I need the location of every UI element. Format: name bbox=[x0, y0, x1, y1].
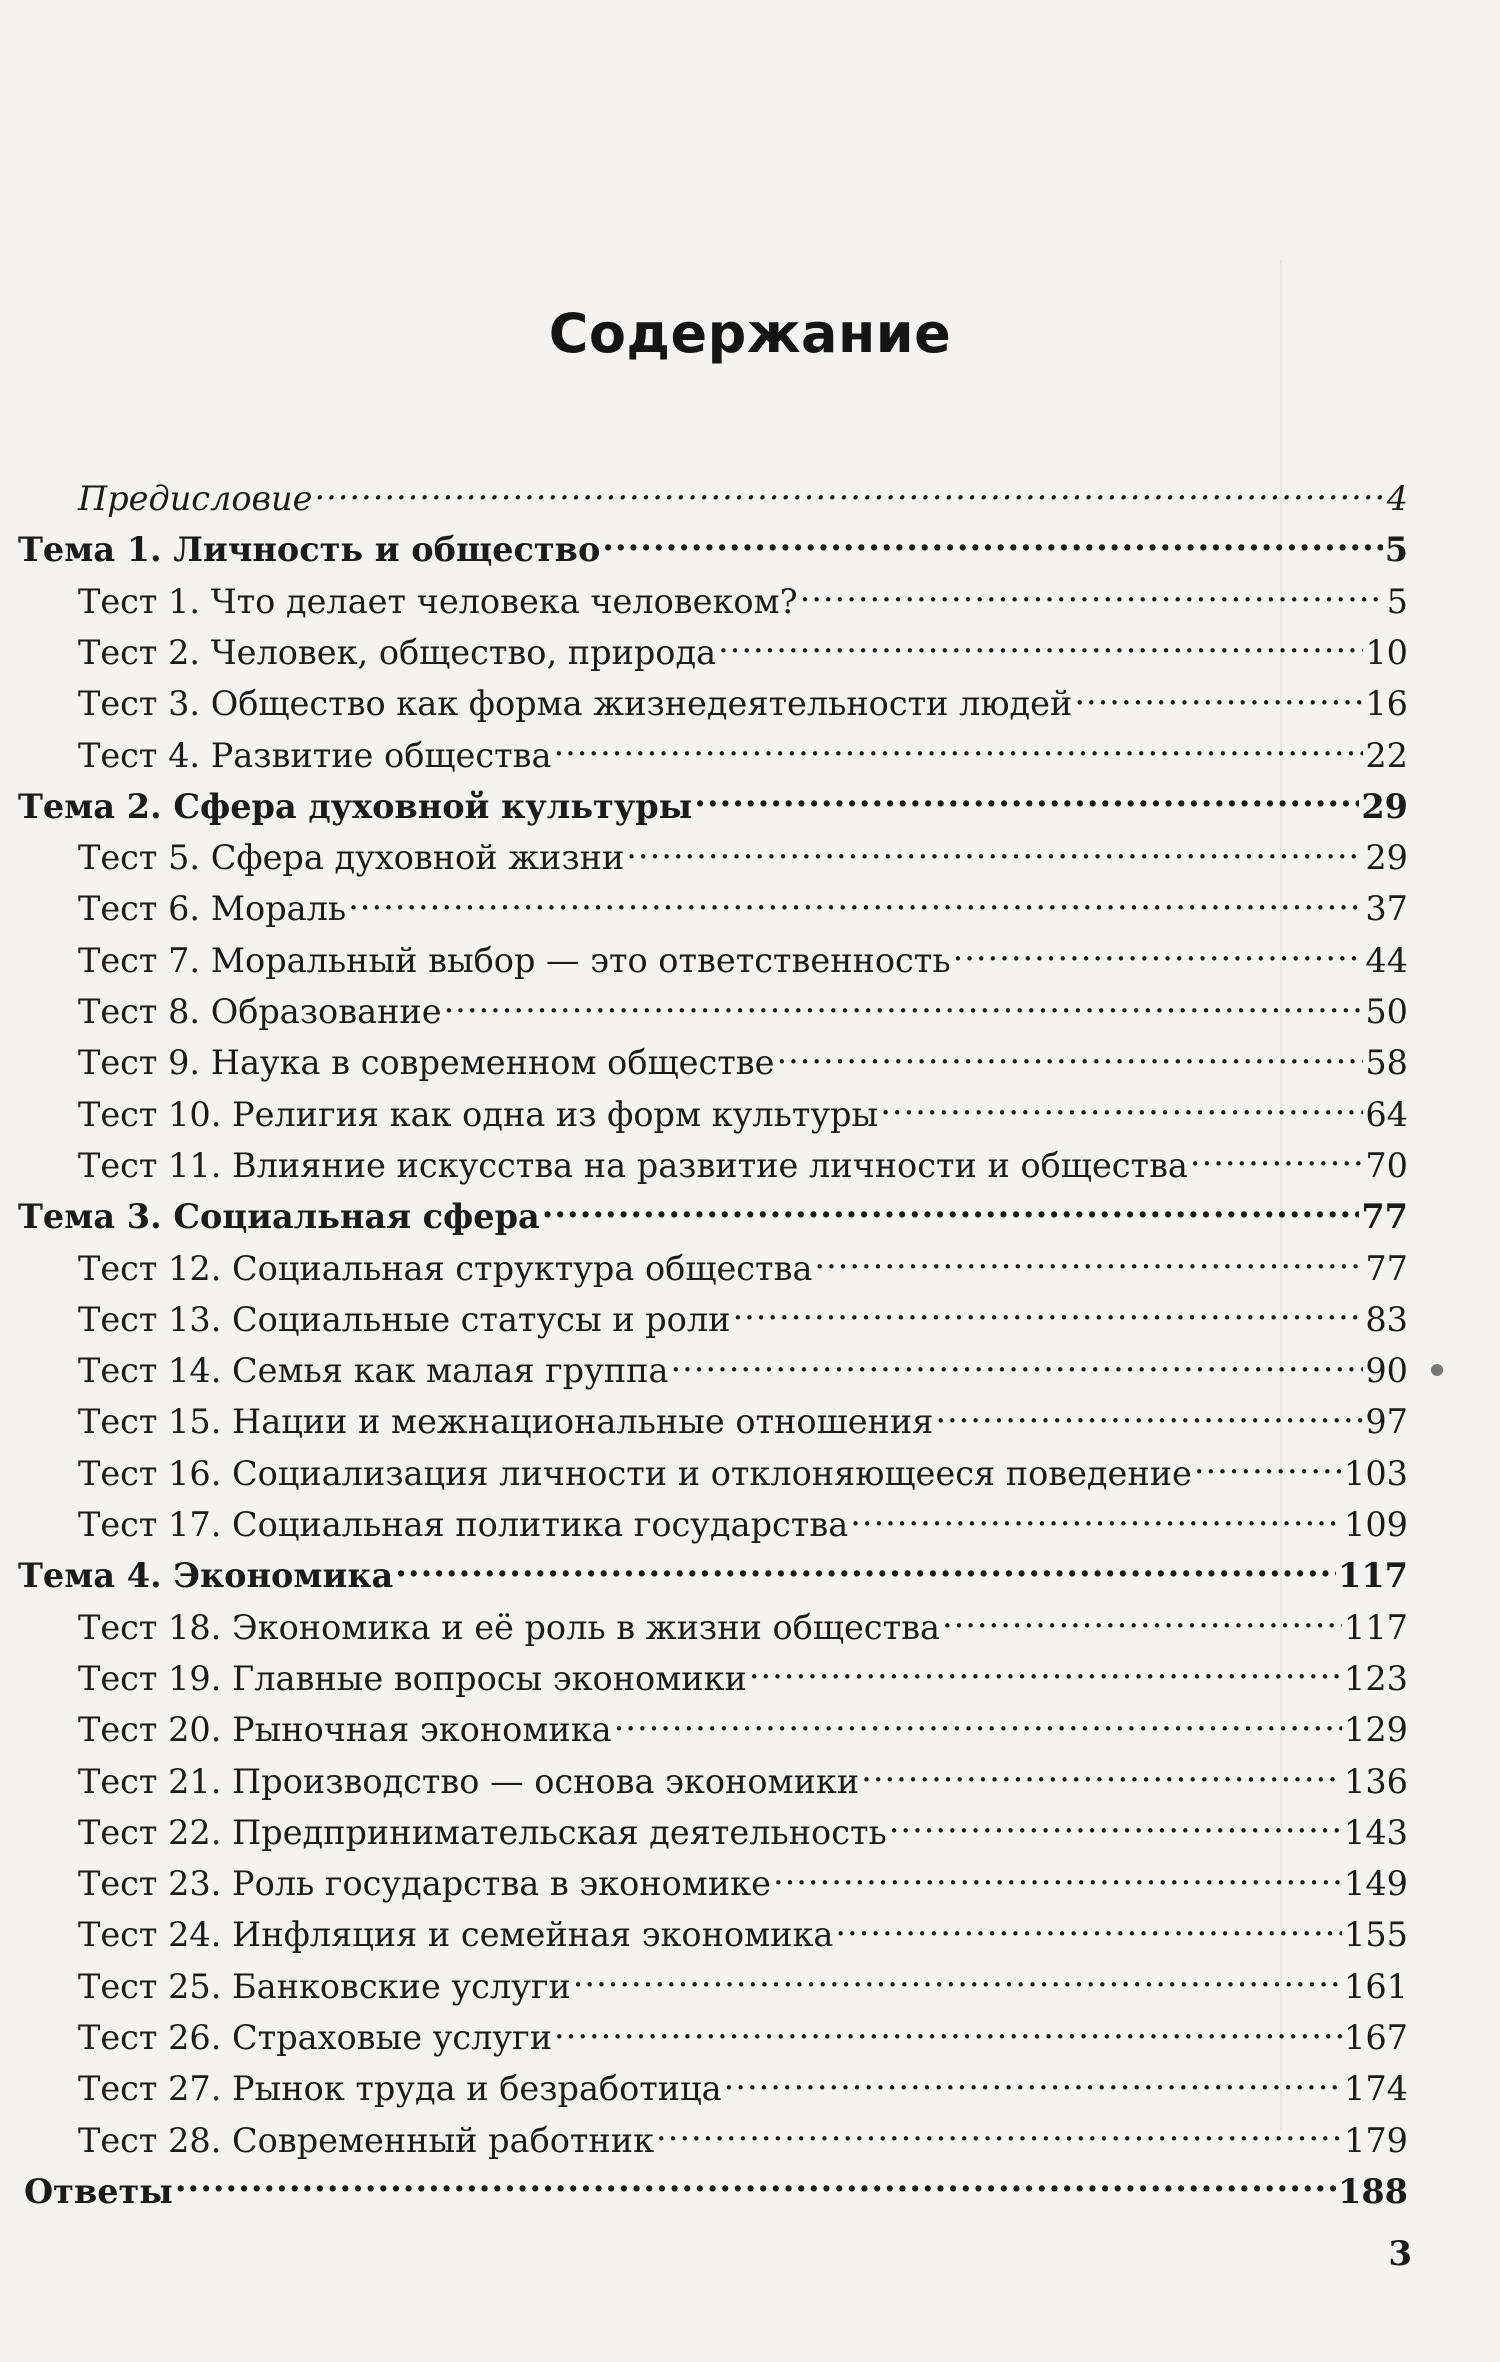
toc-entry-label: Тест 25. Банковские услуги bbox=[78, 1966, 571, 2006]
toc-entry-test bbox=[78, 1906, 1408, 1955]
toc-entry-label: Тест 14. Семья как малая группа bbox=[78, 1351, 669, 1391]
toc-entry-test bbox=[78, 932, 1408, 980]
toc-entry-label: Тест 22. Предпринимательская деятельность bbox=[78, 1812, 887, 1852]
dot-leader bbox=[573, 1958, 1342, 1998]
toc-entry-label: Тест 4. Развитие общества bbox=[78, 735, 552, 775]
toc-entry-page: 5 bbox=[1386, 581, 1408, 621]
toc-entry-label: Тест 11. Влияние искусства на развитие личности и общества bbox=[78, 1145, 1188, 1185]
dot-leader bbox=[880, 1086, 1363, 1126]
toc-entry-page: 109 bbox=[1344, 1505, 1408, 1544]
toc-entry-page: 155 bbox=[1344, 1915, 1408, 1955]
toc-entry-page: 77 bbox=[1361, 1197, 1408, 1237]
toc-entry-label: Тест 26. Страховые услуги bbox=[78, 2018, 553, 2057]
toc-entry-label: Тема 4. Экономика bbox=[18, 1556, 394, 1596]
toc-entry-page: 167 bbox=[1344, 2018, 1408, 2057]
toc-entry-page: 83 bbox=[1365, 1299, 1408, 1339]
toc-entry-test bbox=[78, 675, 1408, 724]
dot-leader bbox=[861, 1753, 1342, 1793]
dot-leader bbox=[656, 2112, 1342, 2152]
dot-leader bbox=[749, 1650, 1342, 1690]
toc-entry-test bbox=[78, 1240, 1408, 1288]
toc-entry-page: 70 bbox=[1365, 1145, 1408, 1185]
toc-entry-test bbox=[78, 2112, 1408, 2160]
toc-entry-test bbox=[78, 1650, 1408, 1698]
toc-entry-page: 64 bbox=[1365, 1094, 1408, 1134]
toc-entry-label: Тест 20. Рыночная экономика bbox=[78, 1710, 612, 1750]
toc-entry-test bbox=[78, 1445, 1408, 1493]
toc-entry-test bbox=[78, 1599, 1408, 1647]
toc-entry-test bbox=[78, 2060, 1408, 2109]
dot-leader bbox=[835, 1906, 1342, 1946]
toc-entry-label: Предисловие bbox=[78, 479, 313, 518]
toc-entry-theme bbox=[18, 778, 1408, 826]
toc-entry-test bbox=[78, 1291, 1408, 1339]
toc-entry-page: 29 bbox=[1361, 786, 1408, 826]
toc-entry-answers bbox=[24, 2163, 1408, 2211]
toc-entry-page: 10 bbox=[1365, 632, 1408, 672]
toc-entry-test bbox=[78, 727, 1408, 775]
toc-entry-test bbox=[78, 1855, 1408, 1904]
toc-entry-page: 97 bbox=[1365, 1402, 1408, 1442]
page-number: 3 bbox=[1388, 2234, 1412, 2274]
toc-entry-label: Тест 19. Главные вопросы экономики bbox=[78, 1658, 747, 1698]
dot-leader bbox=[800, 573, 1385, 613]
toc-entry-test bbox=[78, 1701, 1408, 1750]
toc-entry-label: Тест 3. Общество как форма жизнедеятельности людей bbox=[78, 684, 1073, 724]
dot-leader bbox=[1074, 675, 1363, 715]
toc-entry-page: 4 bbox=[1386, 479, 1408, 518]
toc-entry-page: 143 bbox=[1344, 1812, 1408, 1852]
toc-entry-label: Тест 9. Наука в современном обществе bbox=[78, 1043, 775, 1083]
toc-entry-test bbox=[78, 880, 1408, 929]
toc-entry-page: 58 bbox=[1365, 1043, 1408, 1083]
toc-entry-label: Ответы bbox=[24, 2171, 173, 2211]
toc-entry-label: Тест 5. Сфера духовной жизни bbox=[78, 838, 625, 878]
toc-entry-label: Тест 13. Социальные статусы и роли bbox=[78, 1299, 731, 1339]
toc-entry-page: 37 bbox=[1365, 889, 1408, 929]
dot-leader bbox=[814, 1240, 1363, 1280]
toc-entry-label: Тест 2. Человек, общество, природа bbox=[78, 632, 717, 672]
toc-entry-page: 149 bbox=[1344, 1864, 1408, 1904]
toc-entry-label: Тест 8. Образование bbox=[78, 992, 442, 1031]
toc-entry-theme bbox=[18, 1188, 1408, 1237]
toc-entry-label: Тест 6. Мораль bbox=[78, 889, 347, 929]
dot-leader bbox=[850, 1496, 1342, 1536]
dot-leader bbox=[553, 727, 1363, 767]
toc-entry-test bbox=[78, 1137, 1408, 1185]
toc-entry-test bbox=[78, 2009, 1408, 2057]
dot-leader bbox=[348, 880, 1363, 920]
toc-entry-label: Тест 10. Религия как одна из форм культуры bbox=[78, 1094, 879, 1134]
dot-leader bbox=[718, 624, 1363, 664]
toc-entry-test bbox=[78, 1393, 1408, 1442]
dot-leader bbox=[395, 1547, 1336, 1587]
toc-entry-test bbox=[78, 983, 1408, 1031]
toc-entry-test bbox=[78, 624, 1408, 672]
toc-entry-label: Тема 2. Сфера духовной культуры bbox=[18, 786, 693, 826]
toc-entry-theme bbox=[18, 1547, 1408, 1596]
toc-entry-page: 77 bbox=[1365, 1248, 1408, 1288]
toc-entry-test bbox=[78, 829, 1408, 878]
dot-leader bbox=[554, 2009, 1342, 2049]
toc-entry-page: 16 bbox=[1365, 684, 1408, 724]
dot-leader bbox=[935, 1393, 1363, 1433]
toc-entry-page: 117 bbox=[1338, 1556, 1408, 1596]
toc-entry-test bbox=[78, 1804, 1408, 1852]
toc-entry-label: Тема 3. Социальная сфера bbox=[18, 1197, 540, 1237]
dot-leader bbox=[942, 1599, 1342, 1639]
toc-entry-page: 174 bbox=[1344, 2069, 1408, 2109]
toc-entry-label: Тест 1. Что делает человека человеком? bbox=[78, 581, 798, 621]
toc-entry-test bbox=[78, 1753, 1408, 1801]
toc-entry-page: 50 bbox=[1365, 992, 1408, 1031]
dot-leader bbox=[670, 1342, 1363, 1382]
dot-leader bbox=[444, 983, 1364, 1023]
toc-entry-test bbox=[78, 1496, 1408, 1544]
toc-entry-label: Тест 12. Социальная структура общества bbox=[78, 1248, 813, 1288]
dot-leader bbox=[1194, 1445, 1342, 1485]
dot-leader bbox=[889, 1804, 1342, 1844]
toc-entry-label: Тест 18. Экономика и её роль в жизни общества bbox=[78, 1607, 940, 1647]
toc-entry-test bbox=[78, 1034, 1408, 1083]
toc-entry-test bbox=[78, 573, 1408, 621]
toc-entry-label: Тест 15. Нации и межнациональные отношения bbox=[78, 1402, 934, 1442]
toc-entry-page: 123 bbox=[1344, 1658, 1408, 1698]
dot-leader bbox=[175, 2163, 1336, 2203]
print-speck bbox=[1431, 1364, 1443, 1376]
toc-entry-page: 44 bbox=[1365, 940, 1408, 980]
dot-leader bbox=[724, 2060, 1342, 2100]
dot-leader bbox=[776, 1034, 1363, 1074]
toc-entry-label: Тест 23. Роль государства в экономике bbox=[78, 1864, 771, 1904]
toc-entry-page: 22 bbox=[1365, 735, 1408, 775]
page-title: Содержание bbox=[548, 302, 952, 366]
dot-leader bbox=[314, 470, 1384, 510]
toc-entry-label: Тест 28. Современный работник bbox=[78, 2120, 655, 2160]
toc-entry-page: 5 bbox=[1384, 530, 1408, 570]
dot-leader bbox=[732, 1291, 1363, 1331]
toc-entry-page: 117 bbox=[1344, 1607, 1408, 1647]
toc-entry-theme bbox=[18, 521, 1408, 570]
dot-leader bbox=[626, 829, 1363, 869]
dot-leader bbox=[694, 778, 1359, 818]
toc-entry-label: Тест 24. Инфляция и семейная экономика bbox=[78, 1915, 834, 1955]
toc-entry-page: 179 bbox=[1344, 2120, 1408, 2160]
toc-entry-page: 90 bbox=[1365, 1351, 1408, 1391]
toc-entry-label: Тест 17. Социальная политика государства bbox=[78, 1505, 849, 1544]
toc-entry-page: 103 bbox=[1344, 1453, 1408, 1493]
toc-entry-page: 129 bbox=[1344, 1710, 1408, 1750]
toc-entry-page: 29 bbox=[1365, 838, 1408, 878]
toc-entry-page: 188 bbox=[1338, 2171, 1408, 2211]
toc-entry-test bbox=[78, 1958, 1408, 2006]
toc-entry-test bbox=[78, 1086, 1408, 1134]
dot-leader bbox=[614, 1701, 1342, 1741]
toc-entry-label: Тест 27. Рынок труда и безработица bbox=[78, 2069, 722, 2109]
dot-leader bbox=[953, 932, 1364, 972]
toc-entry-label: Тест 7. Моральный выбор — это ответственность bbox=[78, 940, 951, 980]
toc-entry-page: 161 bbox=[1344, 1966, 1408, 2006]
dot-leader bbox=[542, 1188, 1360, 1228]
toc-entry-label: Тест 21. Производство — основа экономики bbox=[78, 1761, 860, 1801]
dot-leader bbox=[1190, 1137, 1363, 1177]
toc-entry-page: 136 bbox=[1344, 1761, 1408, 1801]
toc-entry-label: Тест 16. Социализация личности и отклоняющееся поведение bbox=[78, 1453, 1192, 1493]
dot-leader bbox=[773, 1855, 1342, 1895]
toc-entry-test bbox=[78, 1342, 1408, 1391]
toc-entry-label: Тема 1. Личность и общество bbox=[18, 530, 601, 570]
toc-entry-preface bbox=[78, 470, 1408, 518]
dot-leader bbox=[602, 521, 1382, 561]
